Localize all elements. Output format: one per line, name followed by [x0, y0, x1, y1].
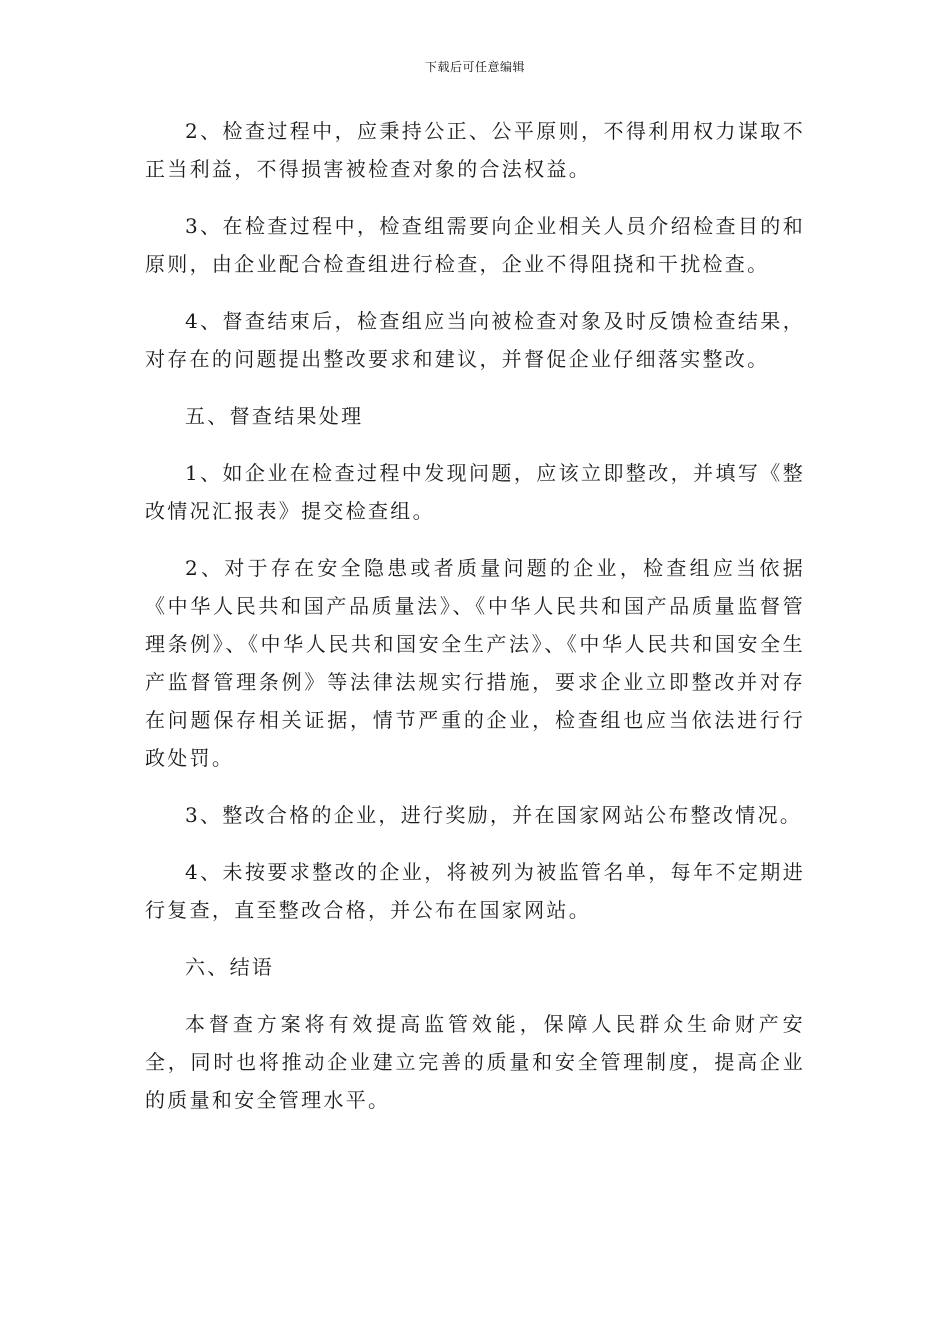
document-body — [145, 112, 805, 1138]
section-heading-results: 五、督查结果处理 — [185, 404, 364, 428]
paragraph-inspection-fairness: 2、检查过程中，应秉持公正、公平原则，不得利用权力谋取不正当利益，不得损害被检查对象的合法权益。 — [145, 119, 805, 181]
paragraph-results-supervision: 4、未按要求整改的企业，将被列为被监管名单，每年不定期进行复查，直至整改合格，并公布在国家网站。 — [145, 860, 805, 922]
header-note: 下载后可任意编辑 — [424, 60, 525, 74]
paragraph-results-reward: 3、整改合格的企业，进行奖励，并在国家网站公布整改情况。 — [185, 803, 803, 827]
paragraph-results-legal: 2、对于存在安全隐患或者质量问题的企业，检查组应当依据《中华人民共和国产品质量法》、《中华人民共和国产品质量监督管理条例》、《中华人民共和国安全生产法》、《中华人民共和国安全生产监督管理条例》等法律法规实行措施，要求企业立即整改并对存在问题保存相关证据，情节严重的企业，检查组也应当依法进行行政处罚。 — [145, 556, 805, 770]
paragraph-results-rectify: 1、如企业在检查过程中发现问题，应该立即整改，并填写《整改情况汇报表》提交检查组。 — [145, 461, 805, 523]
section-heading-conclusion: 六、结语 — [185, 955, 275, 979]
paragraph-inspection-cooperation: 3、在检查过程中，检查组需要向企业相关人员介绍检查目的和原则，由企业配合检查组进行检查，企业不得阻挠和干扰检查。 — [145, 214, 805, 276]
paragraph-conclusion: 本督查方案将有效提高监管效能，保障人民群众生命财产安全，同时也将推动企业建立完善的质量和安全管理制度，提高企业的质量和安全管理水平。 — [145, 1012, 805, 1112]
paragraph-inspection-feedback: 4、督查结束后，检查组应当向被检查对象及时反馈检查结果，对存在的问题提出整改要求和建议，并督促企业仔细落实整改。 — [145, 309, 805, 371]
